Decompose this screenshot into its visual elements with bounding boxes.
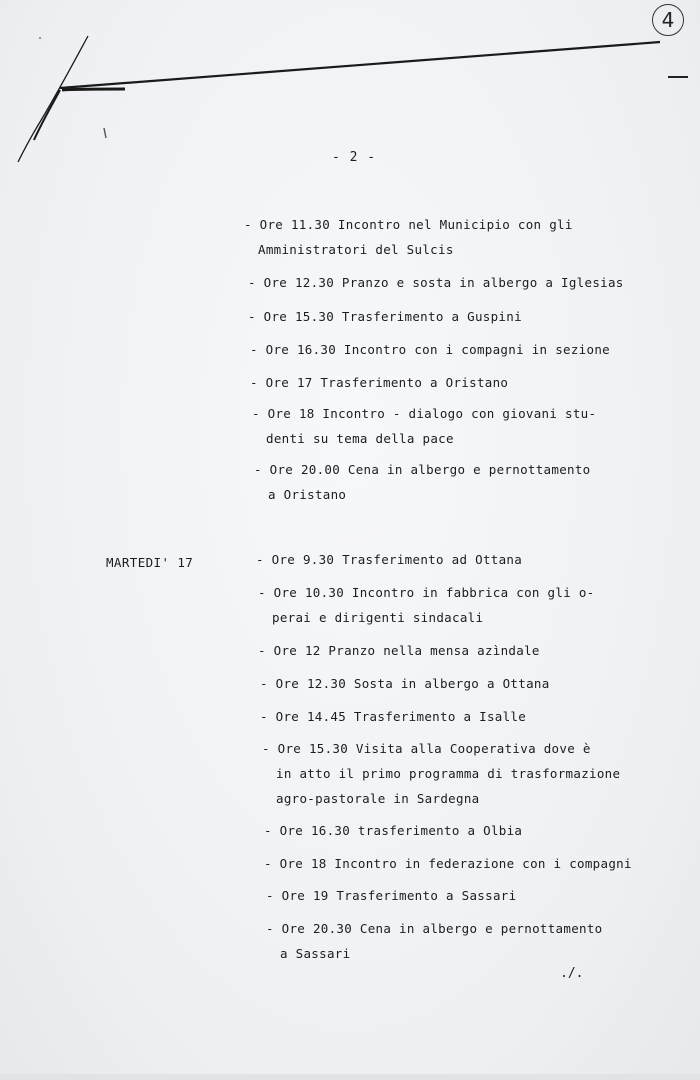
entry-line: - Ore 14.45 Trasferimento a Isalle bbox=[260, 709, 527, 724]
schedule-entry bbox=[264, 818, 522, 843]
schedule-entry bbox=[260, 671, 550, 696]
schedule-entry bbox=[256, 547, 522, 572]
entry-line: - Ore 18 Incontro in federazione con i compagni bbox=[264, 856, 632, 871]
day-label-martedi: MARTEDI' 17 bbox=[106, 555, 194, 570]
entry-line: - Ore 15.30 Trasferimento a Guspini bbox=[248, 309, 522, 324]
schedule-entry bbox=[264, 851, 632, 876]
schedule-entry bbox=[258, 580, 595, 630]
entry-line: a Oristano bbox=[268, 487, 347, 502]
page-number: - 2 - bbox=[332, 150, 377, 165]
schedule-entry bbox=[248, 304, 522, 329]
entry-line: - Ore 12.30 Pranzo e sosta in albergo a Iglesias bbox=[248, 275, 624, 290]
entry-line: a Sassari bbox=[280, 946, 351, 961]
entry-line: in atto il primo programma di trasformazione bbox=[276, 766, 621, 781]
schedule-entry bbox=[244, 212, 573, 262]
entry-line: - Ore 20.00 Cena in albergo e pernottamento bbox=[254, 462, 591, 477]
pen-strike-mark bbox=[0, 0, 700, 200]
schedule-entry bbox=[250, 337, 610, 362]
entry-line: - Ore 17 Trasferimento a Oristano bbox=[250, 375, 509, 390]
continuation-mark: ./. bbox=[560, 966, 584, 981]
page-edge bbox=[0, 1074, 700, 1080]
entry-line: - Ore 12 Pranzo nella mensa azìndale bbox=[258, 643, 540, 658]
schedule-entry bbox=[252, 401, 596, 451]
entry-line: - Ore 15.30 Visita alla Cooperativa dove è bbox=[262, 741, 591, 756]
schedule-entry bbox=[250, 370, 508, 395]
entry-line: - Ore 9.30 Trasferimento ad Ottana bbox=[256, 552, 523, 567]
schedule-entry bbox=[248, 270, 624, 295]
schedule-entry bbox=[266, 916, 603, 966]
entry-line: - Ore 12.30 Sosta in albergo a Ottana bbox=[260, 676, 550, 691]
entry-line: - Ore 16.30 trasferimento a Olbia bbox=[264, 823, 523, 838]
schedule-entry bbox=[260, 704, 526, 729]
entry-line: - Ore 10.30 Incontro in fabbrica con gli o- bbox=[258, 585, 595, 600]
margin-dash bbox=[668, 76, 688, 78]
entry-line: - Ore 18 Incontro - dialogo con giovani stu- bbox=[252, 406, 597, 421]
corner-page-number: 4 bbox=[652, 4, 684, 36]
schedule-entry bbox=[266, 883, 516, 908]
entry-line: perai e dirigenti sindacali bbox=[272, 610, 484, 625]
entry-line: - Ore 11.30 Incontro nel Municipio con gli bbox=[244, 217, 573, 232]
entry-line: - Ore 20.30 Cena in albergo e pernottamento bbox=[266, 921, 603, 936]
entry-line: agro-pastorale in Sardegna bbox=[276, 791, 480, 806]
entry-line: - Ore 19 Trasferimento a Sassari bbox=[266, 888, 517, 903]
schedule-entry bbox=[254, 457, 591, 507]
entry-line: denti su tema della pace bbox=[266, 431, 454, 446]
schedule-entry bbox=[262, 736, 620, 811]
entry-line: Amministratori del Sulcis bbox=[258, 242, 454, 257]
schedule-entry bbox=[258, 638, 540, 663]
entry-line: - Ore 16.30 Incontro con i compagni in sezione bbox=[250, 342, 610, 357]
